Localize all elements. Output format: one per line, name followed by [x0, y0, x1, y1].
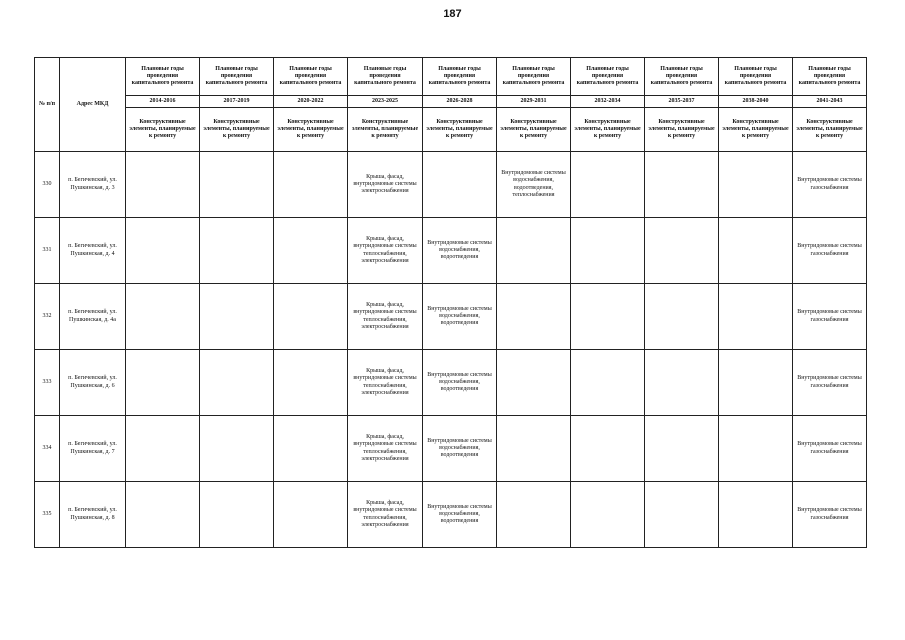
row-number: 335 [35, 482, 60, 548]
work-cell [497, 350, 571, 416]
work-cell: Крыша, фасад, внутридомовые системы теплоснабжения, электроснабжения [348, 284, 423, 350]
row-number: 334 [35, 416, 60, 482]
header-elements: Конструктивные элементы, планируемые к ремонту [497, 108, 571, 152]
work-cell [645, 218, 719, 284]
work-cell [274, 284, 348, 350]
work-cell [274, 482, 348, 548]
work-cell [645, 482, 719, 548]
work-cell: Внутридомовые системы газоснабжения [793, 284, 867, 350]
row-address: п. Бегичевский, ул. Пушкинская, д. 7 [60, 416, 126, 482]
table-row [35, 152, 867, 218]
header-period-title: Плановые годы проведения капитального ремонта [348, 58, 423, 96]
work-cell: Внутридомовые системы газоснабжения [793, 152, 867, 218]
work-cell [719, 482, 793, 548]
header-years: 2023-2025 [348, 96, 423, 108]
work-cell [274, 416, 348, 482]
row-number: 330 [35, 152, 60, 218]
work-cell [274, 350, 348, 416]
header-years: 2041-2043 [793, 96, 867, 108]
capital-repair-plan-table [34, 57, 867, 548]
header-years: 2026-2028 [423, 96, 497, 108]
work-cell [423, 152, 497, 218]
work-cell [200, 284, 274, 350]
header-years: 2017-2019 [200, 96, 274, 108]
row-address: п. Бегичевский, ул. Пушкинская, д. 4а [60, 284, 126, 350]
header-years: 2014-2016 [126, 96, 200, 108]
work-cell [571, 152, 645, 218]
work-cell: Внутридомовые системы газоснабжения [793, 218, 867, 284]
header-period-title: Плановые годы проведения капитального ремонта [497, 58, 571, 96]
work-cell [719, 350, 793, 416]
work-cell: Внутридомовые системы водоснабжения, водоотведения [423, 284, 497, 350]
header-elements: Конструктивные элементы, планируемые к ремонту [719, 108, 793, 152]
work-cell [126, 416, 200, 482]
work-cell [571, 284, 645, 350]
work-cell [497, 482, 571, 548]
work-cell: Крыша, фасад, внутридомовые системы теплоснабжения, электроснабжения [348, 416, 423, 482]
work-cell [200, 482, 274, 548]
work-cell [126, 284, 200, 350]
work-cell: Крыша, фасад, внутридомовые системы теплоснабжения, электроснабжения [348, 482, 423, 548]
work-cell [274, 218, 348, 284]
work-cell [571, 218, 645, 284]
header-elements: Конструктивные элементы, планируемые к ремонту [348, 108, 423, 152]
page-number: 187 [443, 8, 462, 20]
work-cell: Внутридомовые системы газоснабжения [793, 350, 867, 416]
header-period-title: Плановые годы проведения капитального ремонта [793, 58, 867, 96]
row-address: п. Бегичевский, ул. Пушкинская, д. 3 [60, 152, 126, 218]
header-elements: Конструктивные элементы, планируемые к ремонту [200, 108, 274, 152]
header-elements: Конструктивные элементы, планируемые к ремонту [645, 108, 719, 152]
header-years: 2029-2031 [497, 96, 571, 108]
row-address: п. Бегичевский, ул. Пушкинская, д. 6 [60, 350, 126, 416]
work-cell: Внутридомовые системы водоснабжения, водоотведения [423, 416, 497, 482]
work-cell [571, 350, 645, 416]
header-period-title: Плановые годы проведения капитального ремонта [423, 58, 497, 96]
work-cell: Внутридомовые системы водоснабжения, водоотведения [423, 218, 497, 284]
row-address: п. Бегичевский, ул. Пушкинская, д. 4 [60, 218, 126, 284]
work-cell: Внутридомовые системы водоснабжения, водоотведения [423, 350, 497, 416]
work-cell [126, 350, 200, 416]
header-period-title: Плановые годы проведения капитального ремонта [719, 58, 793, 96]
work-cell: Внутридомовые системы водоснабжения, водоотведения [423, 482, 497, 548]
table-row [35, 416, 867, 482]
table-row [35, 482, 867, 548]
table-row [35, 218, 867, 284]
header-elements: Конструктивные элементы, планируемые к ремонту [274, 108, 348, 152]
table-row [35, 284, 867, 350]
header-years: 2035-2037 [645, 96, 719, 108]
header-elements: Конструктивные элементы, планируемые к ремонту [571, 108, 645, 152]
work-cell [126, 218, 200, 284]
work-cell [200, 218, 274, 284]
work-cell [497, 218, 571, 284]
work-cell [571, 482, 645, 548]
work-cell [497, 416, 571, 482]
work-cell [274, 152, 348, 218]
work-cell [571, 416, 645, 482]
work-cell [719, 218, 793, 284]
work-cell [645, 416, 719, 482]
header-elements: Конструктивные элементы, планируемые к ремонту [126, 108, 200, 152]
work-cell: Крыша, фасад, внутридомовые системы теплоснабжения, электроснабжения [348, 218, 423, 284]
work-cell [645, 350, 719, 416]
work-cell [719, 152, 793, 218]
header-period-title: Плановые годы проведения капитального ремонта [200, 58, 274, 96]
header-period-title: Плановые годы проведения капитального ремонта [274, 58, 348, 96]
work-cell: Внутридомовые системы газоснабжения [793, 482, 867, 548]
row-number: 331 [35, 218, 60, 284]
header-period-title: Плановые годы проведения капитального ремонта [126, 58, 200, 96]
header-elements: Конструктивные элементы, планируемые к ремонту [423, 108, 497, 152]
header-period-title: Плановые годы проведения капитального ремонта [645, 58, 719, 96]
header-address: Адрес МКД [60, 58, 126, 152]
work-cell: Крыша, фасад, внутридомовые системы теплоснабжения, электроснабжения [348, 350, 423, 416]
work-cell [497, 284, 571, 350]
header-years: 2038-2040 [719, 96, 793, 108]
work-cell: Внутридомовые системы водоснабжения, водоотведения, теплоснабжения [497, 152, 571, 218]
work-cell: Внутридомовые системы газоснабжения [793, 416, 867, 482]
header-num: № п/п [35, 58, 60, 152]
work-cell [200, 416, 274, 482]
work-cell [200, 152, 274, 218]
work-cell [126, 482, 200, 548]
row-address: п. Бегичевский, ул. Пушкинская, д. 8 [60, 482, 126, 548]
header-elements: Конструктивные элементы, планируемые к ремонту [793, 108, 867, 152]
work-cell [126, 152, 200, 218]
work-cell [645, 284, 719, 350]
header-years: 2020-2022 [274, 96, 348, 108]
work-cell [719, 284, 793, 350]
header-years: 2032-2034 [571, 96, 645, 108]
row-number: 332 [35, 284, 60, 350]
work-cell [200, 350, 274, 416]
work-cell: Крыша, фасад, внутридомовые системы электроснабжения [348, 152, 423, 218]
header-period-title: Плановые годы проведения капитального ремонта [571, 58, 645, 96]
work-cell [719, 416, 793, 482]
work-cell [645, 152, 719, 218]
row-number: 333 [35, 350, 60, 416]
table-row [35, 350, 867, 416]
